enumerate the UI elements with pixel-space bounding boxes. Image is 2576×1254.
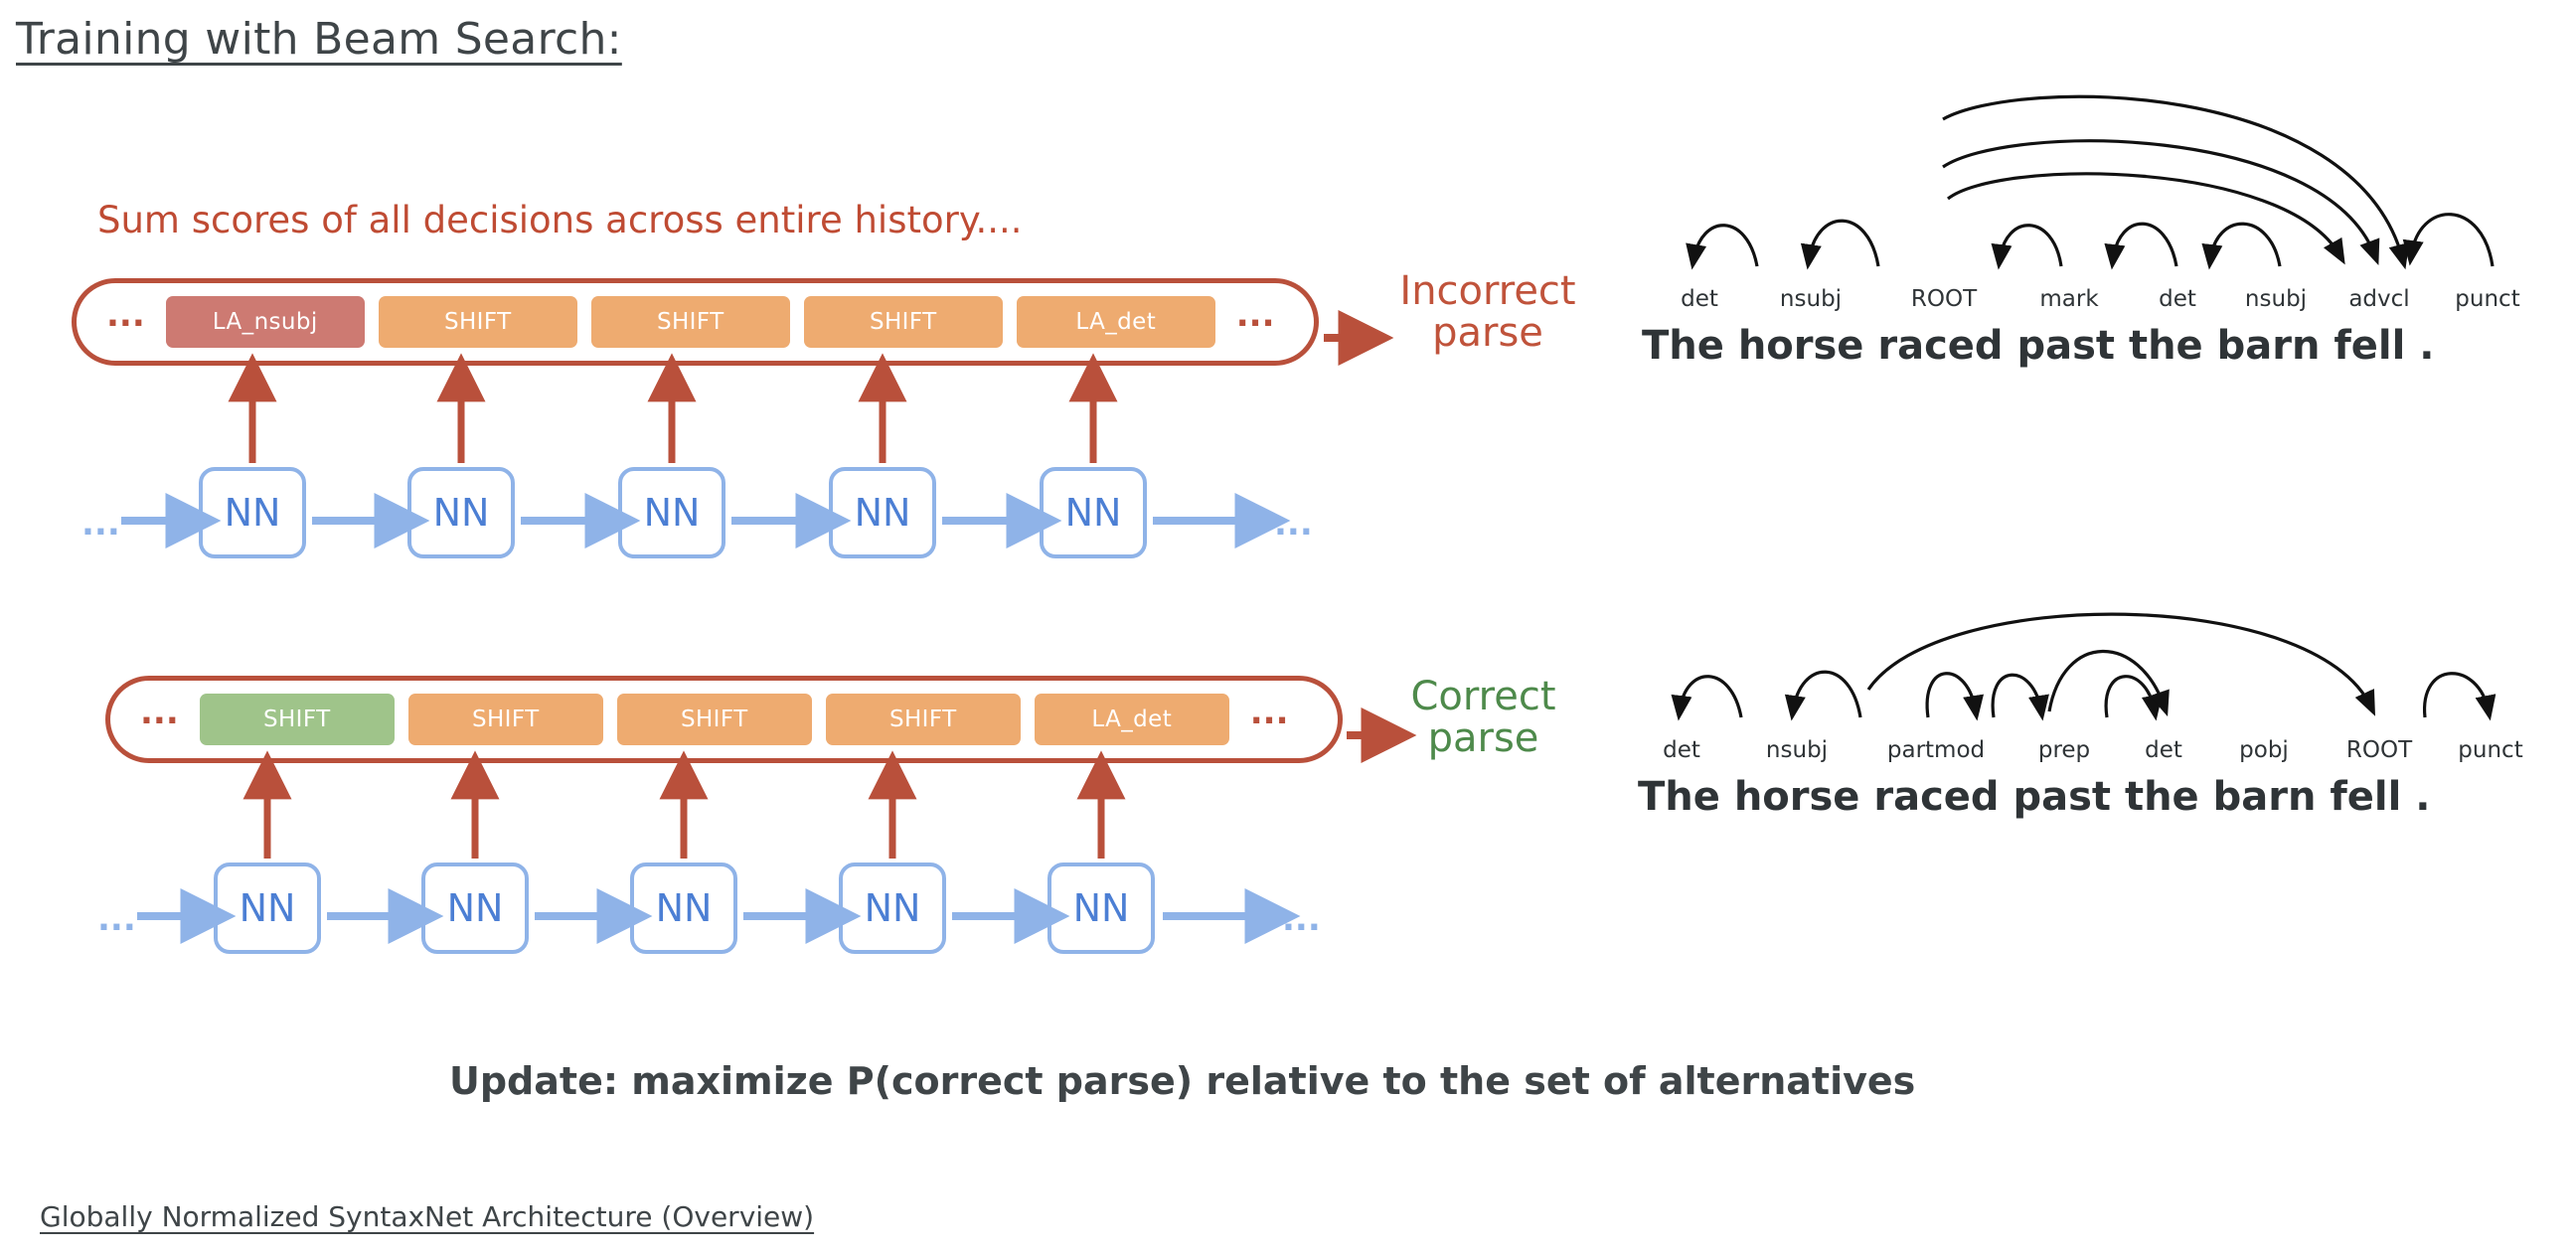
dep-label-2-3: partmod [1886,737,1986,763]
correct-parse-label [1376,676,1590,759]
nn-box-2-4[interactable]: NN [839,862,946,954]
correct-parse-line2: parse [1427,715,1539,761]
decision-chip-shift-1[interactable]: SHIFT [379,296,577,348]
nn-chain-left-dots-2: ... [97,899,136,939]
nn-chain-right-dots-2: ... [1282,899,1321,939]
beam-trailing-ellipsis: ... [1235,295,1275,335]
beam-trailing-ellipsis-2: ... [1249,693,1289,732]
sum-scores-caption: Sum scores of all decisions across entire history.... [97,199,1023,241]
incorrect-sentence: The horse raced past the barn fell . [1642,323,2435,369]
dep-label-2-1: det [1663,737,1700,763]
nn-box-2-5[interactable]: NN [1047,862,1155,954]
nn-to-decision-arrows-2 [267,777,1101,859]
incorrect-parse-line1: Incorrect [1399,268,1576,314]
decision-chip-shift-2[interactable]: SHIFT [591,296,790,348]
beam-capsule-correct [105,676,1343,763]
nn-to-decision-arrows-1 [252,380,1093,463]
dep-label-1-3: ROOT [1910,286,1978,312]
dep-label-1-5: det [2159,286,2196,312]
correct-sentence: The horse raced past the barn fell . [1638,774,2431,820]
decision-chip-la-nsubj[interactable]: LA_nsubj [166,296,365,348]
nn-box-1-4[interactable]: NN [829,467,936,558]
nn-box-1-1[interactable]: NN [199,467,306,558]
nn-box-1-3[interactable]: NN [618,467,725,558]
update-objective-text: Update: maximize P(correct parse) relative to the set of alternatives [449,1059,1916,1103]
incorrect-parse-label [1373,270,1602,354]
decision-chip-shift-3[interactable]: SHIFT [804,296,1003,348]
decision-chip-la-det[interactable]: LA_det [1017,296,1215,348]
nn-box-1-5[interactable]: NN [1040,467,1147,558]
dep-label-1-4: mark [2039,286,2099,312]
decision-chip-shift-6[interactable]: SHIFT [826,694,1021,745]
dep-label-2-6: pobj [2239,737,2289,763]
decision-chip-shift-correct[interactable]: SHIFT [200,694,395,745]
decision-chip-shift-4[interactable]: SHIFT [408,694,603,745]
dep-label-1-2: nsubj [1779,286,1843,312]
dep-arcs-incorrect [1693,96,2493,266]
incorrect-parse-line2: parse [1432,310,1543,356]
dep-label-1-1: det [1681,286,1718,312]
nn-box-2-1[interactable]: NN [214,862,321,954]
beam-capsule-incorrect [72,278,1319,366]
footer-caption: Globally Normalized SyntaxNet Architecture (Overview) [40,1200,815,1233]
dep-arcs-correct [1680,614,2489,717]
dep-label-2-5: det [2145,737,2182,763]
dep-label-2-7: ROOT [2345,737,2413,763]
decision-chip-la-det-2[interactable]: LA_det [1035,694,1229,745]
dep-label-2-8: punct [2458,737,2523,763]
beam-leading-ellipsis-2: ... [140,693,179,732]
beam-leading-ellipsis: ... [106,295,145,335]
nn-chain-left-dots-1: ... [81,504,120,544]
nn-box-2-2[interactable]: NN [421,862,529,954]
nn-box-1-2[interactable]: NN [407,467,515,558]
dep-label-1-6: nsubj [2244,286,2308,312]
dep-label-1-7: advcl [2348,286,2410,312]
nn-chain-right-dots-1: ... [1274,504,1313,544]
dep-label-2-2: nsubj [1765,737,1829,763]
decision-chip-shift-5[interactable]: SHIFT [617,694,812,745]
correct-parse-line1: Correct [1410,674,1556,719]
dep-label-1-8: punct [2455,286,2520,312]
dep-label-2-4: prep [2037,737,2091,763]
page-title: Training with Beam Search: [16,14,622,65]
nn-box-2-3[interactable]: NN [630,862,737,954]
